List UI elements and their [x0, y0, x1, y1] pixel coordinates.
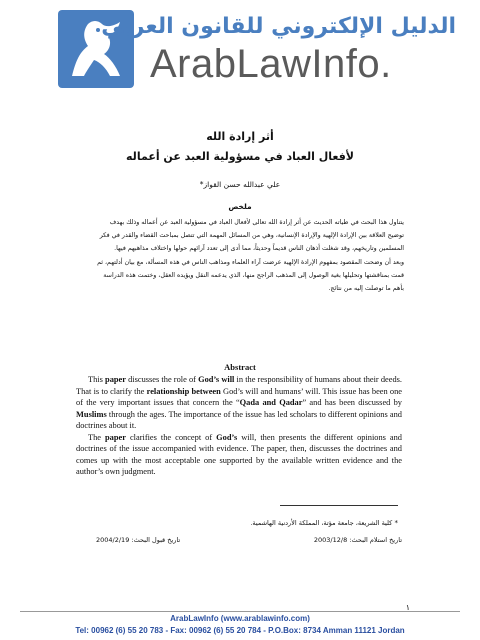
abstract-bold-text: relationship between	[146, 386, 221, 396]
abstract-bold-text: Qada and Qadar	[239, 398, 303, 407]
abstract-text: God’s will and humans’ will. This issue has been one of the very important issues that concern the “	[76, 386, 402, 407]
english-abstract	[76, 374, 402, 478]
abstract-bold-text: paper	[105, 432, 126, 442]
abstract-text: The	[88, 432, 106, 442]
abstract-bold-text: Muslims	[76, 409, 107, 419]
abstract-text: will, then presents the different opinions and doctrines of the issue accompanied with evidence. The paper, then, discusses the doctrines and comes up with the most acceptable one supported by the available written evidence and the author’s own judgment.	[76, 432, 402, 476]
site-header	[0, 0, 480, 100]
abstract-heading: Abstract	[224, 362, 256, 372]
abstract-paragraph-2	[76, 432, 402, 478]
abstract-bold-text: will	[221, 375, 235, 384]
brand-arabic-name: الدليل الإلكتروني للقانون العربي	[101, 14, 456, 39]
arabic-abstract-line: قمت بمناقشتها وتحليلها بغية الوصول إلى المذهب الراجح منها، الذي يدعمه النقل ويؤيده العقل، وختمت هذه الدراسة	[103, 271, 404, 279]
footnote-bullet: *	[392, 519, 398, 527]
author-name: علي عبدالله حسن القواز*	[199, 180, 281, 189]
arabic-abstract-line: المسلمين وتاريخهم، وقد شغلت أذهان الناس قديماً وحديثاً، مما أدى إلى تعدد آرائهم حولها واختلاف مذاهبهم فيها.	[114, 245, 404, 253]
arabic-abstract-line: يتناول هذا البحث في طياته الحديث عن أثر إرادة الله تعالى لأفعال العباد في مسؤولية العبد عن أعماله وذلك بهدف	[109, 219, 404, 226]
abstract-text: This	[88, 375, 106, 384]
abstract-text: in the responsibility of humans about their deeds. That is to clarify the	[76, 375, 403, 396]
abstract-bold-text: paper	[105, 375, 126, 384]
arabic-abstract-line: وبعد أن وضحت المقصود بمفهوم الإرادة الإلهية عرضت آراء العلماء ومذاهب الناس في هذه المسألة، مع بيان أدلتهم، ثم	[97, 258, 404, 266]
arabic-abstract	[76, 216, 404, 295]
footnote-text: كلية الشريعة، جامعة مؤتة، المملكة الأردنية الهاشمية.	[250, 519, 393, 527]
footer-contact-info: Tel: 00962 (6) 55 20 783 - Fax: 00962 (6) 55 20 784 - P.O.Box: 8734 Amman 11121 Jordan	[75, 626, 405, 635]
paper-title-line2: لأفعال العباد في مسؤولية العبد عن أعماله	[126, 150, 354, 163]
footnote-divider	[280, 505, 398, 506]
footer-divider	[20, 611, 460, 612]
abstract-paragraph-1	[76, 374, 402, 432]
arabic-abstract-line: توضيح العلاقة بين الإرادة الإلهية والإرادة الإنسانية، وهي من المسائل المهمة التي تتصل بمباحث القضاء والقدر في فكر	[99, 232, 404, 240]
abstract-bold-text: God’s	[198, 375, 220, 384]
date-received: تاريخ استلام البحث: 2003/12/8	[313, 536, 402, 544]
abstract-bold-text: God’s	[216, 432, 238, 442]
brand-english-name: ArabLawInfo.	[150, 42, 392, 86]
date-accepted: تاريخ قبول البحث: 2004/2/19	[96, 536, 181, 544]
abstract-text: ” and has been discussed by	[302, 398, 402, 407]
arabic-abstract-line: بأهم ما توصلت إليه من نتائج.	[328, 285, 404, 293]
page-number: ١	[405, 603, 410, 612]
abstract-text: through the ages. The importance of the issue has led scholars to different opinions and doctrines about it.	[76, 409, 402, 430]
abstract-text: clarifies the concept of	[125, 432, 217, 442]
arabic-abstract-heading: ملخص	[228, 202, 252, 211]
abstract-text: discusses the role of	[125, 375, 199, 384]
footnote-affiliation	[250, 519, 398, 527]
paper-title-line1: أثر إرادة الله	[206, 130, 274, 143]
footer-site-link[interactable]: ArabLawInfo (www.arablawinfo.com)	[170, 614, 310, 623]
